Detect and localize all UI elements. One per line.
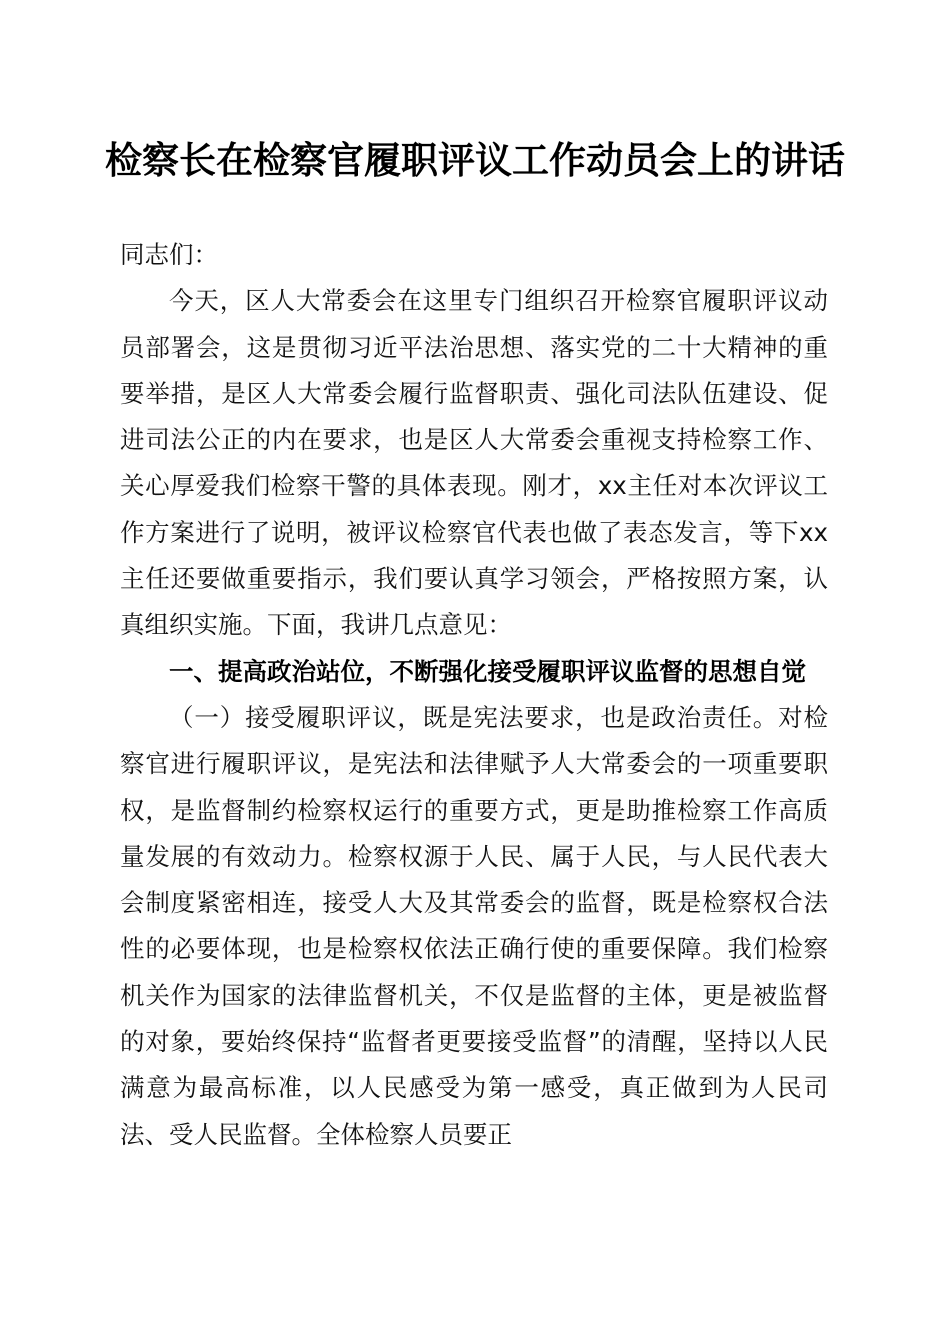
salutation: 同志们： bbox=[120, 240, 218, 269]
subsection-lead-1: （一）接受履职评议，既是宪法要求，也是政治责任。 bbox=[169, 702, 779, 732]
subsection-paragraph-1 bbox=[120, 695, 828, 1158]
document-body bbox=[120, 232, 828, 1158]
subsection-body-1: 对检察官进行履职评议，是宪法和法律赋予人大常委会的一项重要职权，是监督制约检察权运行的重要方式，更是助推检察工作高质量发展的有效动力。检察权源于人民、属于人民，与人民代表大会制度紧密相连，接受人大及其常委会的监督，既是检察权合法性的必要体现，也是检察权依法正确行使的重要保障。我们检察机关作为国家的法律监督机关，不仅是监督的主体，更是被监督的对象，要始终保持“监督者更要接受监督”的清醒，坚持以人民满意为最高标准，以人民感受为第一感受，真正做到为人民司法、受人民监督。全体检察人员要正 bbox=[120, 702, 829, 1149]
section-heading-1: 一、提高政治站位，不断强化接受履职评议监督的思想自觉 bbox=[169, 656, 806, 686]
paragraph-intro: 今天，区人大常委会在这里专门组织召开检察官履职评议动员部署会，这是贯彻习近平法治思想、落实党的二十大精神的重要举措，是区人大常委会履行监督职责、强化司法队伍建设、促进司法公正的内在要求，也是区人大常委会重视支持检察工作、关心厚爱我们检察干警的具体表现。刚才，xx主任对本次评议工作方案进行了说明，被评议检察官代表也做了表态发言，等下xx主任还要做重要指示，我们要认真学习领会，严格按照方案，认真组织实施。下面，我讲几点意见： bbox=[120, 286, 828, 640]
document-title: 检察长在检察官履职评议工作动员会上的讲话 bbox=[105, 138, 845, 182]
